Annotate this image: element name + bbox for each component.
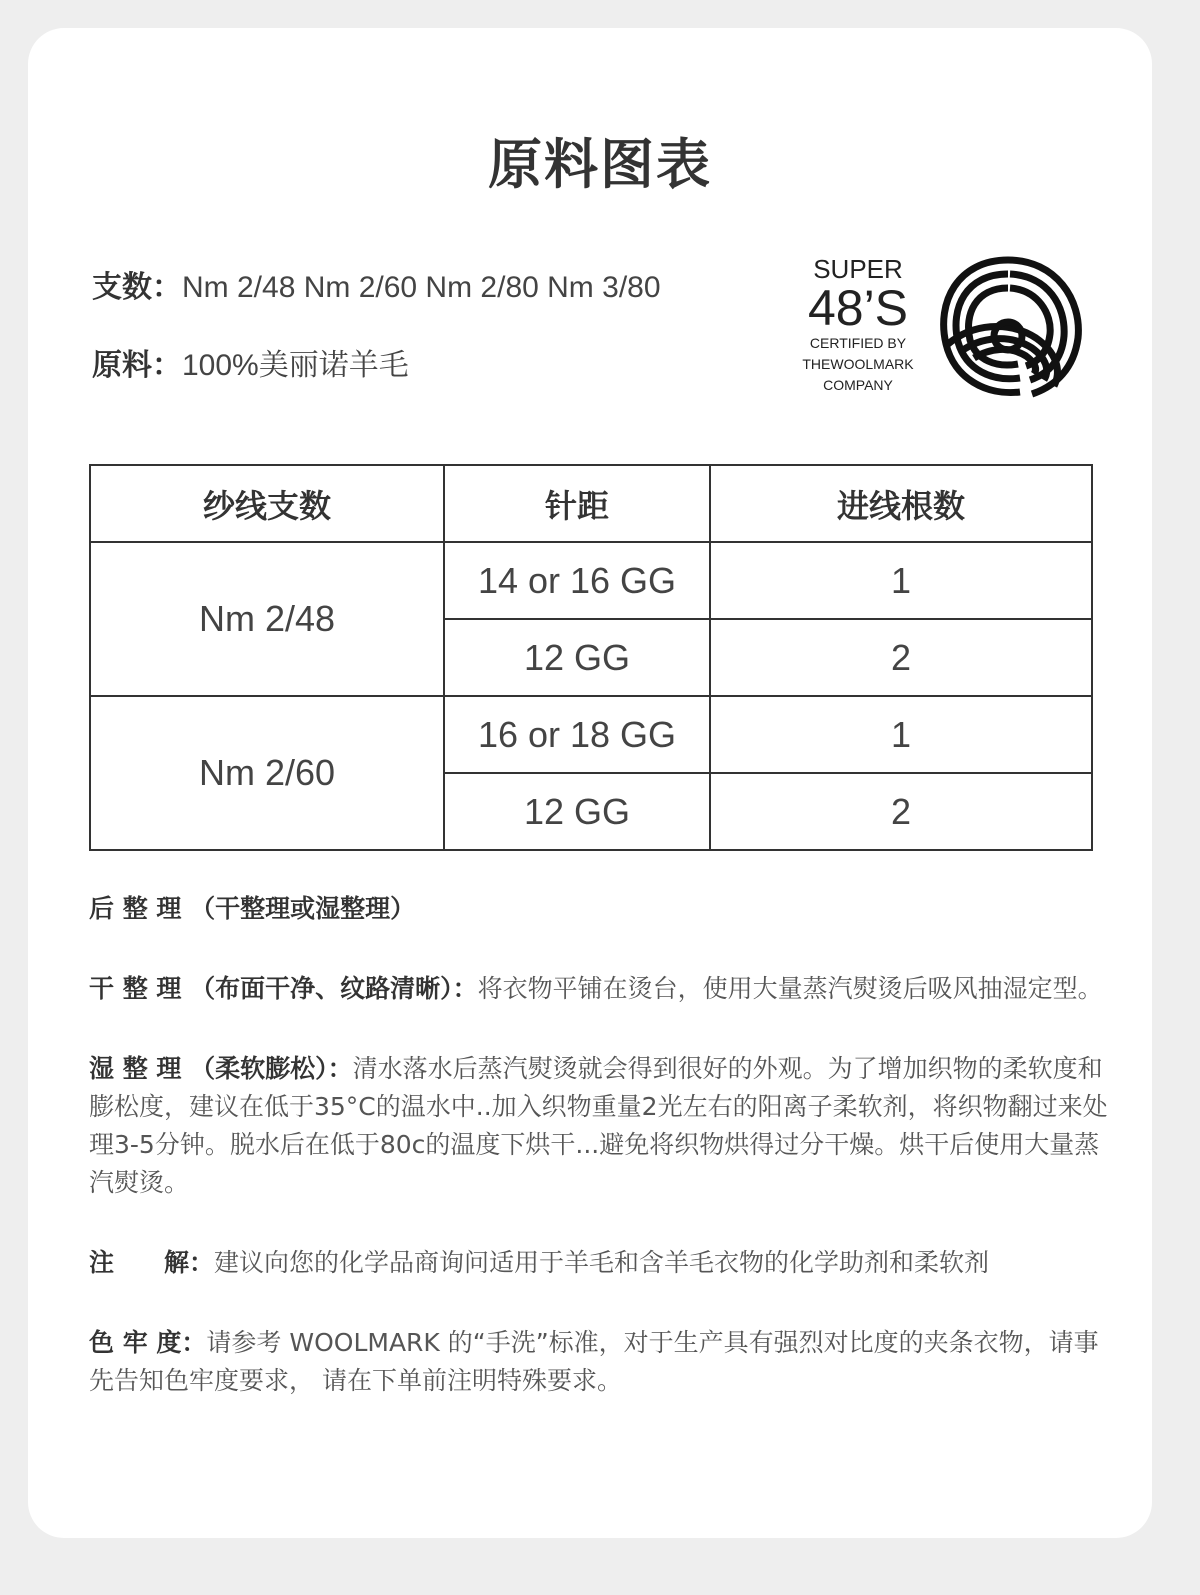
material-line [92,340,409,384]
page-title: 原料图表 [488,133,712,196]
care-notes [89,890,1119,1442]
yarn-count-line [92,262,661,306]
material-label: 原料： [92,348,182,383]
note-text: 建议向您的化学品商询问适用于羊毛和含羊毛衣物的化学助剂和柔软剂 [214,1248,990,1277]
yarn-count-label: 支数： [92,270,182,305]
note-dry-finishing [89,970,1119,1008]
yarn-count-value: Nm 2/48 Nm 2/60 Nm 2/80 Nm 3/80 [182,271,661,304]
note-text: 清水落水后蒸汽熨烫就会得到很好的外观。为了增加织物的柔软度和膨松度，建议在低于35°C的温水中..加入织物重量2光左右的阳离子柔软剂，将织物翻过来处理3-5分钟。脱水后在低于80c的温度下烘干...避免将织物烘得过分干燥。烘干后使用大量蒸汽熨烫。 [89,1054,1108,1197]
note-label: 色 牢 度： [89,1328,207,1357]
gauge-cell: 16 or 18 GG [444,696,710,773]
header-gauge: 针距 [444,465,710,542]
note-text: 请参考 WOOLMARK 的“手洗”标准，对于生产具有强烈对比度的夹条衣物，请事先告知色牢度要求， 请在下单前注明特殊要求。 [89,1328,1099,1395]
yarn-cell: Nm 2/48 [90,542,444,696]
woolmark-logo-icon [932,254,1084,400]
table-row [90,542,1092,619]
note-label: 干 整 理 （布面干净、纹路清晰）： [89,974,478,1003]
gauge-cell: 14 or 16 GG [444,542,710,619]
material-value: 100%美丽诺羊毛 [182,349,409,382]
note-text: 将衣物平铺在烫台，使用大量蒸汽熨烫后吸风抽湿定型。 [477,974,1103,1003]
ends-cell: 2 [710,619,1092,696]
yarn-spec-table [89,464,1093,851]
table-row [90,696,1092,773]
woolmark-certification [788,255,928,396]
note-label: 后 整 理 （干整理或湿整理） [89,894,416,923]
note-label: 湿 整 理 （柔软膨松）： [89,1054,353,1083]
note-finishing [89,890,1119,928]
table-header-row [90,465,1092,542]
woolmark-company-2: COMPANY [823,377,893,393]
ends-cell: 1 [710,696,1092,773]
ends-cell: 1 [710,542,1092,619]
woolmark-company-1: THEWOOLMARK [802,356,914,372]
note-wet-finishing [89,1050,1119,1202]
header-ends: 进线根数 [710,465,1092,542]
gauge-cell: 12 GG [444,773,710,850]
woolmark-grade: 48’S [807,280,909,336]
ends-cell: 2 [710,773,1092,850]
woolmark-super: SUPER [813,254,903,284]
gauge-cell: 12 GG [444,619,710,696]
yarn-cell: Nm 2/60 [90,696,444,850]
header-yarn-count: 纱线支数 [90,465,444,542]
note-label: 注 解： [89,1248,215,1277]
note-remark [89,1244,1119,1282]
note-color-fastness [89,1324,1119,1400]
woolmark-certified-by: CERTIFIED BY [809,335,907,351]
